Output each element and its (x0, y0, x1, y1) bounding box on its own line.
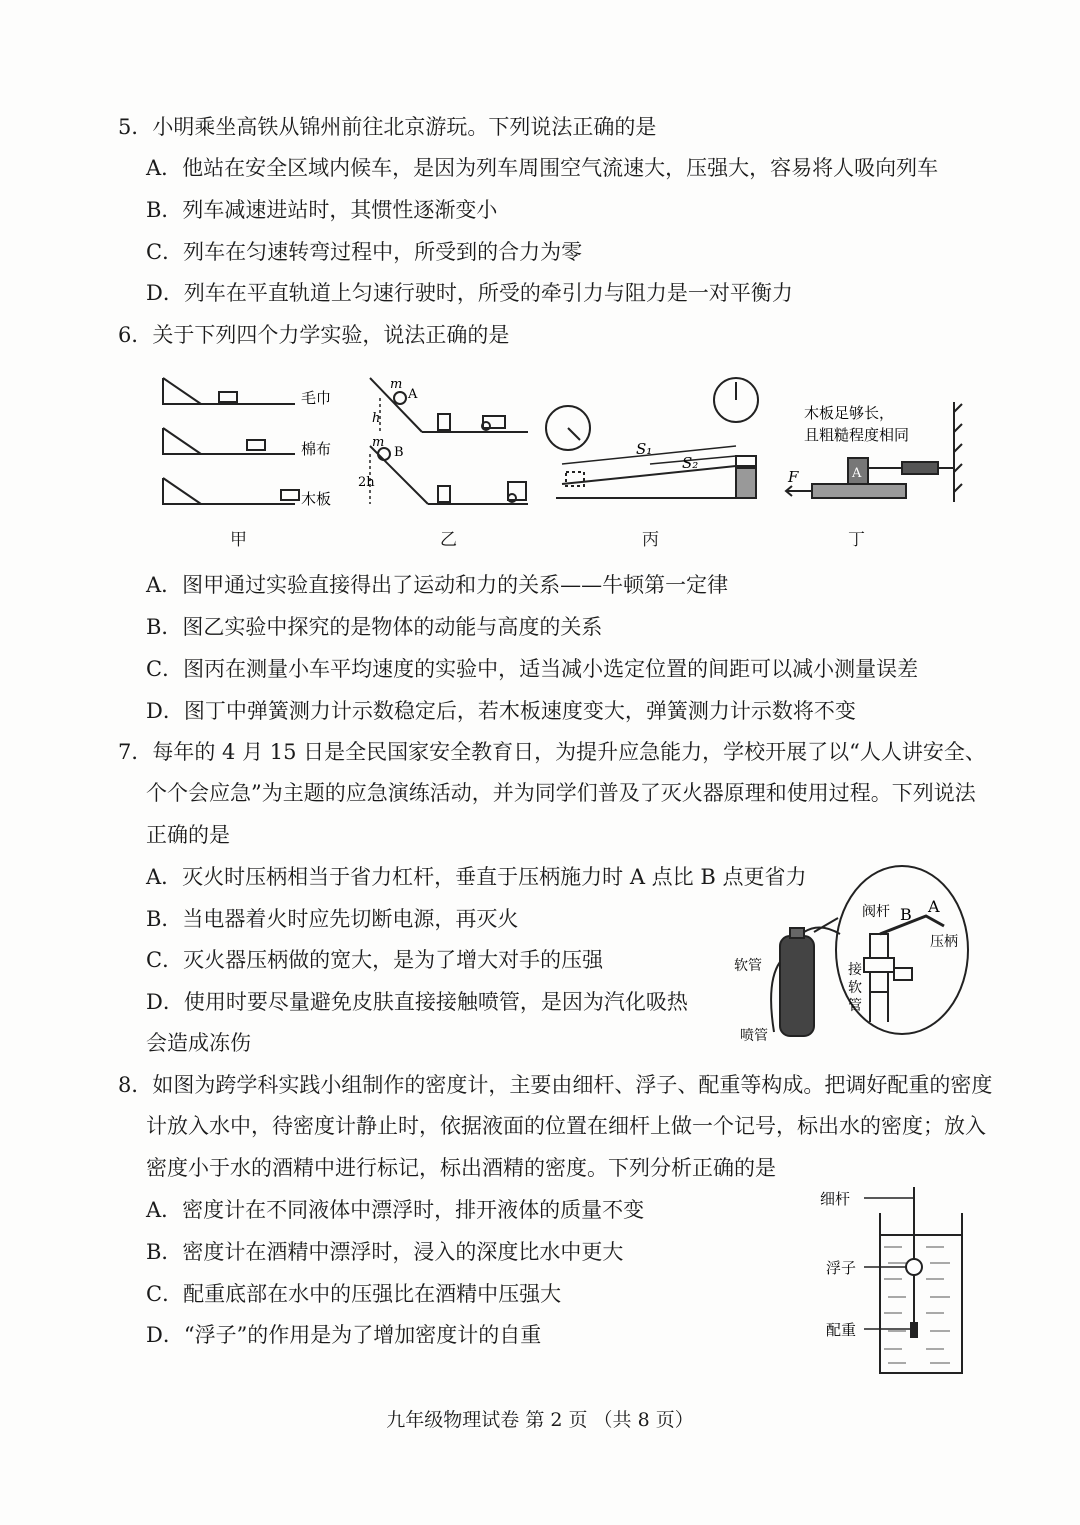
height-label-2h: 2h (358, 475, 375, 490)
label-float: 浮子 (826, 1259, 857, 1277)
q8-option-b: B．密度计在酒精中漂浮时，浸入的深度比水中更大 (146, 1240, 624, 1264)
caption-jia: 甲 (230, 530, 247, 550)
point-label-b: B (394, 445, 404, 460)
label-rod: 细杆 (820, 1190, 851, 1208)
q8-stem-line1: 8．如图为跨学科实践小组制作的密度计，主要由细杆、浮子、配重等构成。把调好配重的密度 (118, 1073, 993, 1097)
label-handle: 压柄 (930, 934, 958, 950)
density-meter-drawing (818, 1183, 968, 1383)
figure-yi-drawing (358, 370, 538, 520)
q7-option-c: C．灭火器压柄做的宽大，是为了增大对手的压强 (146, 948, 604, 972)
q6-option-c: C．图丙在测量小车平均速度的实验中，适当减小选定位置的间距可以减小测量误差 (146, 657, 919, 681)
height-label-h: h (372, 411, 381, 426)
mass-label-a: m (390, 377, 403, 392)
q5-option-b: B．列车减速进站时，其惯性逐渐变小 (146, 198, 498, 222)
q5-option-d: D．列车在平直轨道上匀速行驶时，所受的牵引力与阻力是一对平衡力 (146, 281, 793, 305)
q8-option-c: C．配重底部在水中的压强比在酒精中压强大 (146, 1282, 562, 1306)
figure-yi (358, 370, 538, 520)
q6-option-a: A．图甲通过实验直接得出了运动和力的关系——牛顿第一定律 (146, 573, 729, 597)
figure-ding (782, 398, 972, 516)
q6-option-d: D．图丁中弹簧测力计示数稳定后，若木板速度变大，弹簧测力计示数将不变 (146, 699, 856, 723)
distance-label-s2: S₂ (682, 454, 699, 472)
caption-ding: 丁 (848, 530, 865, 550)
mass-label-b: m (372, 435, 385, 450)
q6-stem: 6．关于下列四个力学实验，说法正确的是 (118, 323, 510, 347)
point-label-a: A (408, 387, 418, 402)
q7-option-b: B．当电器着火时应先切断电源，再灭火 (146, 907, 519, 931)
q8-option-a: A．密度计在不同液体中漂浮时，排开液体的质量不变 (146, 1198, 645, 1222)
q5-option-c: C．列车在匀速转弯过程中，所受到的合力为零 (146, 240, 583, 264)
q8-stem-line3: 密度小于水的酒精中进行标记，标出酒精的密度。下列分析正确的是 (146, 1156, 776, 1180)
figure-jia-drawing (155, 370, 345, 520)
q7-stem-line1: 7．每年的 4 月 15 日是全民国家安全教育日，为提升应急能力，学校开展了以“人人讲安全、 (118, 740, 986, 764)
board-note-line1: 木板足够长， (804, 404, 895, 422)
figure-jia (155, 370, 345, 520)
label-connector-2: 软 (848, 980, 862, 996)
q5-option-a: A．他站在安全区域内候车，是因为列车周围空气流速大，压强大，容易将人吸向列车 (146, 156, 939, 180)
label-connector-3: 管 (848, 998, 862, 1014)
caption-yi: 乙 (440, 530, 457, 550)
label-hose: 软管 (734, 958, 762, 974)
surface-label-towel: 毛巾 (301, 389, 332, 407)
figure-ding-drawing (782, 398, 972, 516)
caption-bing: 丙 (642, 530, 659, 550)
q8-option-d: D．“浮子”的作用是为了增加密度计的自重 (146, 1323, 542, 1347)
label-nozzle: 喷管 (740, 1028, 768, 1044)
distance-label-s1: S₁ (636, 440, 653, 458)
block-label-a: A (852, 466, 862, 481)
point-label-b: B (900, 905, 912, 924)
force-label-f: F (788, 468, 799, 486)
q6-option-b: B．图乙实验中探究的是物体的动能与高度的关系 (146, 615, 603, 639)
q7-option-a: A．灭火时压柄相当于省力杠杆，垂直于压柄施力时 A 点比 B 点更省力 (146, 865, 807, 889)
q7-option-d-continued: 会造成冻伤 (146, 1031, 251, 1055)
q5-stem: 5．小明乘坐高铁从锦州前往北京游玩。下列说法正确的是 (118, 115, 657, 139)
board-note-line2: 且粗糙程度相同 (804, 426, 910, 444)
surface-label-cotton: 棉布 (301, 440, 332, 458)
fire-extinguisher-figure (730, 862, 970, 1047)
fire-extinguisher-drawing (730, 862, 970, 1047)
q7-option-d: D．使用时要尽量避免皮肤直接接触喷管，是因为汽化吸热 (146, 990, 688, 1014)
page-footer: 九年级物理试卷 第 2 页 （共 8 页） (386, 1409, 694, 1431)
q7-stem-line3: 正确的是 (146, 823, 230, 847)
label-connector-1: 接 (848, 962, 862, 978)
label-valve-rod: 阀杆 (862, 904, 890, 920)
point-label-a: A (928, 897, 940, 916)
figure-bing (540, 370, 770, 520)
density-meter-figure (818, 1183, 968, 1383)
label-weight: 配重 (826, 1321, 857, 1339)
q8-stem-line2: 计放入水中，待密度计静止时，依据液面的位置在细杆上做一个记号，标出水的密度；放入 (146, 1114, 986, 1138)
figure-bing-drawing (540, 370, 770, 520)
q7-stem-line2: 个个会应急”为主题的应急演练活动，并为同学们普及了灭火器原理和使用过程。下列说法 (146, 781, 976, 805)
surface-label-wood: 木板 (301, 490, 332, 508)
